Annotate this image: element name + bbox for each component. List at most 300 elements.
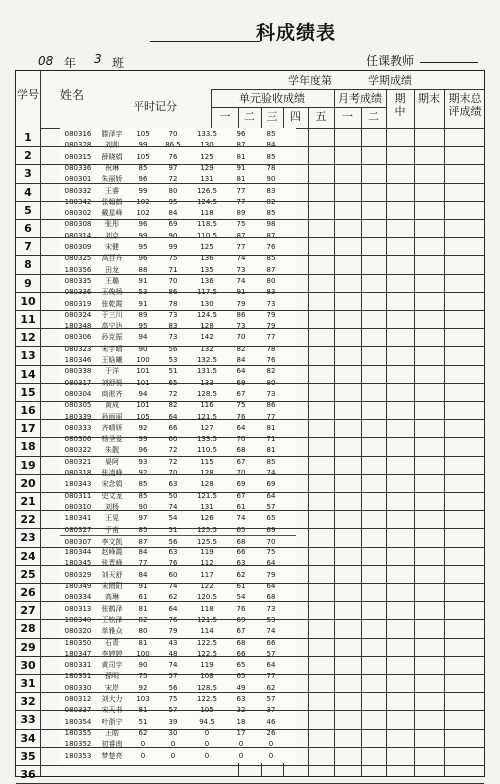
score-cell: 87 [266,231,276,240]
student-name: 孫明 [105,672,119,681]
score-cell: 80 [138,627,148,636]
final-eval-header: 期末总评成绩 [448,92,482,118]
score-cell: 65 [168,378,178,387]
score-cell: 90 [138,344,148,353]
score-cell: 127 [200,423,214,432]
student-id: 080325 [64,254,92,263]
score-cell: 96 [138,254,148,263]
score-cell: 84 [138,548,148,557]
score-cell: 87 [236,231,246,240]
student-name: 王晃 [105,514,119,523]
student-id: 080323 [64,344,92,353]
score-cell: 73 [168,333,178,342]
student-id: 080335 [64,276,92,285]
student-name: 史文龙 [101,491,123,500]
row-number: 2 [24,149,32,163]
student-name: 祝琳 [105,163,119,172]
score-cell: 79 [168,627,178,636]
student-row [60,524,296,536]
score-cell: 69 [168,220,178,229]
student-id: 180343 [64,480,92,489]
student-row [60,331,296,343]
score-cell: 87 [266,265,276,274]
row-number: 18 [20,440,36,454]
student-id: 080306 [64,435,92,444]
score-cell: 131 [200,175,214,184]
score-cell: 51 [168,525,178,534]
row-number: 19 [20,458,36,472]
score-cell: 17 [236,728,246,737]
score-cell: 129 [200,163,214,172]
student-row [60,388,296,400]
score-cell: 73 [266,299,276,308]
row-number: 28 [20,622,36,636]
score-cell: 67 [236,389,246,398]
score-cell: 124.5 [196,310,218,319]
row-number: 8 [24,258,32,272]
score-cell: 70 [236,469,246,477]
student-row [60,433,296,445]
score-cell: 132.5 [196,356,218,364]
score-cell: 76 [266,356,276,364]
score-cell: 61 [236,582,246,590]
score-cell: 66 [168,423,178,432]
score-cell: 71 [266,435,276,444]
score-cell: 131.5 [196,367,218,376]
score-cell: 119 [200,661,214,670]
score-cell: 85 [138,480,148,489]
student-name: 滕泽宇 [101,130,123,138]
score-cell: 76 [266,243,276,251]
score-cell: 83 [266,288,276,297]
score-cell: 102 [136,197,150,206]
col-ordinary-score: 平时记分 [133,100,177,113]
score-cell: 0 [170,751,176,760]
student-id: 080312 [64,695,92,703]
score-cell: 65 [236,525,246,534]
score-cell: 69 [236,480,246,489]
student-name: 于甫 [105,525,119,534]
student-name: 宋健 [105,243,119,251]
student-row [60,716,296,728]
score-cell: 63 [168,480,178,489]
student-name: 王俊杨 [101,288,123,297]
student-id: 080306 [64,333,92,342]
score-cell: 66 [236,649,246,658]
student-row [60,603,296,615]
row-number: 25 [20,567,36,581]
score-cell: 79 [266,570,276,579]
score-cell: 72 [168,389,178,398]
score-cell: 89 [236,209,246,218]
row-number: 6 [24,222,32,235]
score-cell: 130 [200,141,214,150]
student-id: 180355 [64,728,92,737]
score-cell: 128 [200,469,214,477]
score-cell: 124.5 [196,197,218,206]
score-cell: 73 [236,322,246,331]
student-id: 080304 [64,389,92,398]
score-cell: 91 [138,299,148,308]
student-id: 180341 [64,514,92,523]
score-cell: 93 [138,457,148,466]
score-cell: 70 [266,537,276,546]
score-cell: 69 [266,525,276,534]
score-cell: 54 [236,593,246,602]
score-cell: 68 [236,446,246,455]
score-cell: 96 [236,130,246,138]
student-name: 高百卉 [101,254,123,263]
score-cell: 57 [168,672,178,681]
score-cell: 108 [200,672,214,681]
student-name: 刘帅 [105,141,119,150]
score-cell: 84 [168,209,178,218]
student-row [60,444,296,456]
score-cell: 85 [138,525,148,534]
row-number: 34 [20,731,36,745]
unit-col-5: 五 [315,110,327,123]
score-cell: 75 [168,254,178,263]
score-cell: 77 [236,186,246,195]
unit-col-3: 三 [266,110,278,123]
student-name: 齐晴妍 [101,423,123,432]
score-cell: 87 [236,141,246,150]
score-cell: 37 [266,706,276,715]
score-cell: 90 [138,502,148,511]
score-cell: 80 [266,276,276,285]
student-id: 080309 [64,243,92,251]
student-name: 戴星峰 [101,209,123,218]
score-cell: 73 [266,389,276,398]
row-number: 30 [20,658,36,672]
score-cell: 64 [236,367,246,376]
student-name: 王睿 [105,186,119,195]
row-number: 21 [20,495,36,508]
score-cell: 133 [200,378,214,387]
student-id: 080332 [64,186,92,195]
row-number: 27 [20,604,36,618]
student-name: 石青 [105,638,119,647]
score-cell: 79 [236,299,246,308]
student-name: 孙雨丽 [101,412,123,421]
score-cell: 99 [138,186,148,195]
student-id: 080333 [64,423,92,432]
student-row [60,580,296,592]
score-cell: 60 [168,570,178,579]
score-cell: 82 [236,344,246,353]
score-cell: 68 [236,537,246,546]
score-cell: 126 [200,514,214,523]
score-cell: 68 [266,593,276,602]
student-id: 080336 [64,163,92,172]
score-cell: 87 [138,537,148,546]
row-number: 36 [20,768,36,781]
student-id: 080319 [64,299,92,308]
score-cell: 77 [266,672,276,681]
score-cell: 84 [138,570,148,579]
score-cell: 85 [266,130,276,138]
score-cell: 63 [236,559,246,568]
score-cell: 105 [136,130,150,138]
score-cell: 46 [266,717,276,726]
score-cell: 76 [168,615,178,624]
student-name: 张彤 [105,220,119,229]
score-cell: 72 [168,457,178,466]
score-cell: 91 [236,288,246,297]
student-row [60,343,296,355]
score-cell: 92 [138,423,148,432]
score-cell: 66 [266,638,276,647]
student-id: 080316 [64,130,92,138]
student-name: 刘天舒 [101,570,123,579]
score-cell: 74 [266,469,276,477]
score-cell: 128 [200,480,214,489]
student-name: 朱靓 [105,446,119,455]
score-cell: 81 [138,638,148,647]
score-cell: 117 [200,570,214,579]
score-cell: 75 [138,672,148,681]
score-cell: 125.5 [196,525,218,534]
score-cell: 0 [204,740,210,749]
score-cell: 96 [138,220,148,229]
term-grades-label: 学期成绩 [368,74,412,87]
score-cell: 105 [136,152,150,161]
score-cell: 86 [266,401,276,410]
student-name: 商淞齐 [101,389,123,398]
student-row [60,512,296,524]
score-cell: 85 [138,491,148,500]
score-cell: 99 [168,243,178,251]
score-cell: 0 [204,751,210,760]
student-name: 赵峰霞 [101,548,123,557]
score-cell: 77 [236,197,246,206]
score-cell: 99 [138,141,148,150]
row-number: 7 [24,240,32,254]
score-cell: 125.5 [196,537,218,546]
student-id: 180342 [64,197,92,206]
student-row [60,230,296,242]
student-name: 于洋 [105,367,119,376]
score-cell: 79 [266,310,276,319]
student-id: 080305 [64,401,92,410]
student-name: 张翰鹤 [101,197,123,206]
student-name: 刘杨 [105,502,119,511]
student-name: 刘京 [105,231,119,240]
score-cell: 128.5 [196,389,218,398]
score-cell: 81 [138,706,148,715]
student-row [60,478,296,490]
student-id: 180345 [64,559,92,568]
score-cell: 133.5 [196,435,218,444]
score-cell: 51 [138,717,148,726]
score-cell: 26 [266,728,276,737]
score-cell: 75 [236,401,246,410]
month-col-2: 二 [368,110,379,123]
score-cell: 81 [266,423,276,432]
score-cell: 130 [200,299,214,308]
score-cell: 69 [236,378,246,387]
row-number: 31 [20,677,36,690]
score-cell: 121.5 [196,491,218,500]
score-cell: 97 [138,514,148,523]
student-name: 张凌峰 [101,469,123,477]
score-cell: 57 [266,649,276,658]
score-cell: 125 [200,152,214,161]
score-cell: 53 [266,615,276,624]
student-name: 刘舒悦 [101,378,123,387]
score-cell: 121.5 [196,412,218,421]
student-row [60,196,296,208]
row-number: 17 [20,422,36,436]
student-id: 080313 [64,604,92,613]
score-cell: 122.5 [196,638,218,647]
score-cell: 0 [268,751,274,760]
score-cell: 86.5 [165,141,181,150]
student-name: 晏阿 [105,457,119,466]
score-cell: 74 [236,514,246,523]
score-cell: 99 [138,231,148,240]
row-number: 1 [24,131,32,144]
student-id: 080336 [64,288,92,297]
score-cell: 0 [238,751,244,760]
score-cell: 69 [266,480,276,489]
score-cell: 128 [200,322,214,331]
row-number: 33 [20,713,36,727]
score-cell: 0 [238,740,244,749]
score-cell: 95 [138,322,148,331]
score-cell: 64 [266,661,276,670]
score-cell: 118.5 [196,220,218,229]
score-cell: 62 [236,570,246,579]
score-cell: 96 [138,175,148,184]
student-name: 孙克振 [101,333,123,342]
score-cell: 63 [236,695,246,703]
score-cell: 82 [266,197,276,206]
student-name: 王璐 [105,276,119,285]
score-cell: 86 [236,310,246,319]
unit-tests-header: 单元验收成绩 [239,92,305,105]
student-name: 田龙 [105,265,119,274]
unit-col-2: 二 [244,110,255,123]
score-cell: 0 [140,751,146,760]
score-cell: 0 [170,740,176,749]
student-name: 黄司宇 [101,661,123,670]
student-name: 宋天书 [101,706,123,715]
score-cell: 76 [168,152,178,161]
score-cell: 66 [236,548,246,557]
score-cell: 90 [266,175,276,184]
score-cell: 119 [200,548,214,557]
score-cell: 68 [236,638,246,647]
student-id: 180340 [64,615,92,624]
score-cell: 75 [236,220,246,229]
student-id: 080328 [64,141,92,150]
row-number: 29 [20,640,36,654]
score-cell: 90 [138,661,148,670]
score-cell: 135 [200,265,214,274]
score-cell: 100 [136,356,150,364]
score-cell: 88 [138,265,148,274]
score-cell: 53 [138,288,148,297]
score-cell: 80 [168,186,178,195]
student-row [60,241,296,253]
score-cell: 80 [266,378,276,387]
score-cell: 74 [236,276,246,285]
score-cell: 110.5 [196,446,218,455]
student-id: 080317 [64,378,92,387]
student-name: 张晋峰 [101,559,123,568]
student-id: 080308 [64,220,92,229]
teacher-blank-line [420,62,478,63]
score-cell: 85 [138,163,148,172]
pasted-score-sheet [60,128,296,763]
student-id: 080321 [64,457,92,466]
student-id: 080327 [64,525,92,534]
score-cell: 64 [168,412,178,421]
student-name: 宋岸 [105,683,119,692]
score-cell: 101 [136,378,150,387]
score-cell: 39 [168,717,178,726]
student-row [60,670,296,682]
score-cell: 67 [236,491,246,500]
score-cell: 64 [266,582,276,590]
score-cell: 61 [138,593,148,602]
score-cell: 121.5 [196,615,218,624]
score-cell: 62 [266,683,276,692]
student-id: 080314 [64,231,92,240]
row-number: 9 [24,276,32,290]
score-cell: 81 [236,175,246,184]
score-cell: 64 [168,604,178,613]
col-student-id: 学号 [17,88,39,101]
score-cell: 79 [266,322,276,331]
student-row [60,456,296,468]
score-cell: 94 [138,333,148,342]
student-name: 朱丽娇 [101,175,123,184]
score-cell: 105 [136,412,150,421]
score-cell: 65 [236,672,246,681]
score-cell: 90 [168,231,178,240]
score-cell: 74 [168,582,178,590]
student-id: 180348 [64,322,92,331]
student-id: 180346 [64,356,92,364]
student-id: 180356 [64,265,92,274]
score-cell: 100 [136,649,150,658]
score-cell: 18 [236,717,246,726]
student-name: 张鹤泽 [101,604,123,613]
score-cell: 78 [266,163,276,172]
student-name: 高琳 [105,593,119,602]
grade-sheet [15,70,485,781]
class-handwritten: 3 [94,52,102,66]
student-name: 张乾霞 [101,299,123,308]
score-cell: 118 [200,209,214,218]
score-cell: 70 [236,435,246,444]
score-cell: 132 [200,344,214,353]
row-number: 12 [20,331,36,345]
row-number: 24 [20,549,36,563]
student-id: 180349 [64,582,92,590]
student-name: 梦楚亮 [101,751,123,760]
score-cell: 61 [236,502,246,511]
score-cell: 73 [236,265,246,274]
score-cell: 101 [136,401,150,410]
student-row [60,659,296,671]
score-cell: 96 [138,446,148,455]
score-cell: 65 [266,514,276,523]
student-name: 高宁达 [101,322,123,331]
score-cell: 85 [266,254,276,263]
